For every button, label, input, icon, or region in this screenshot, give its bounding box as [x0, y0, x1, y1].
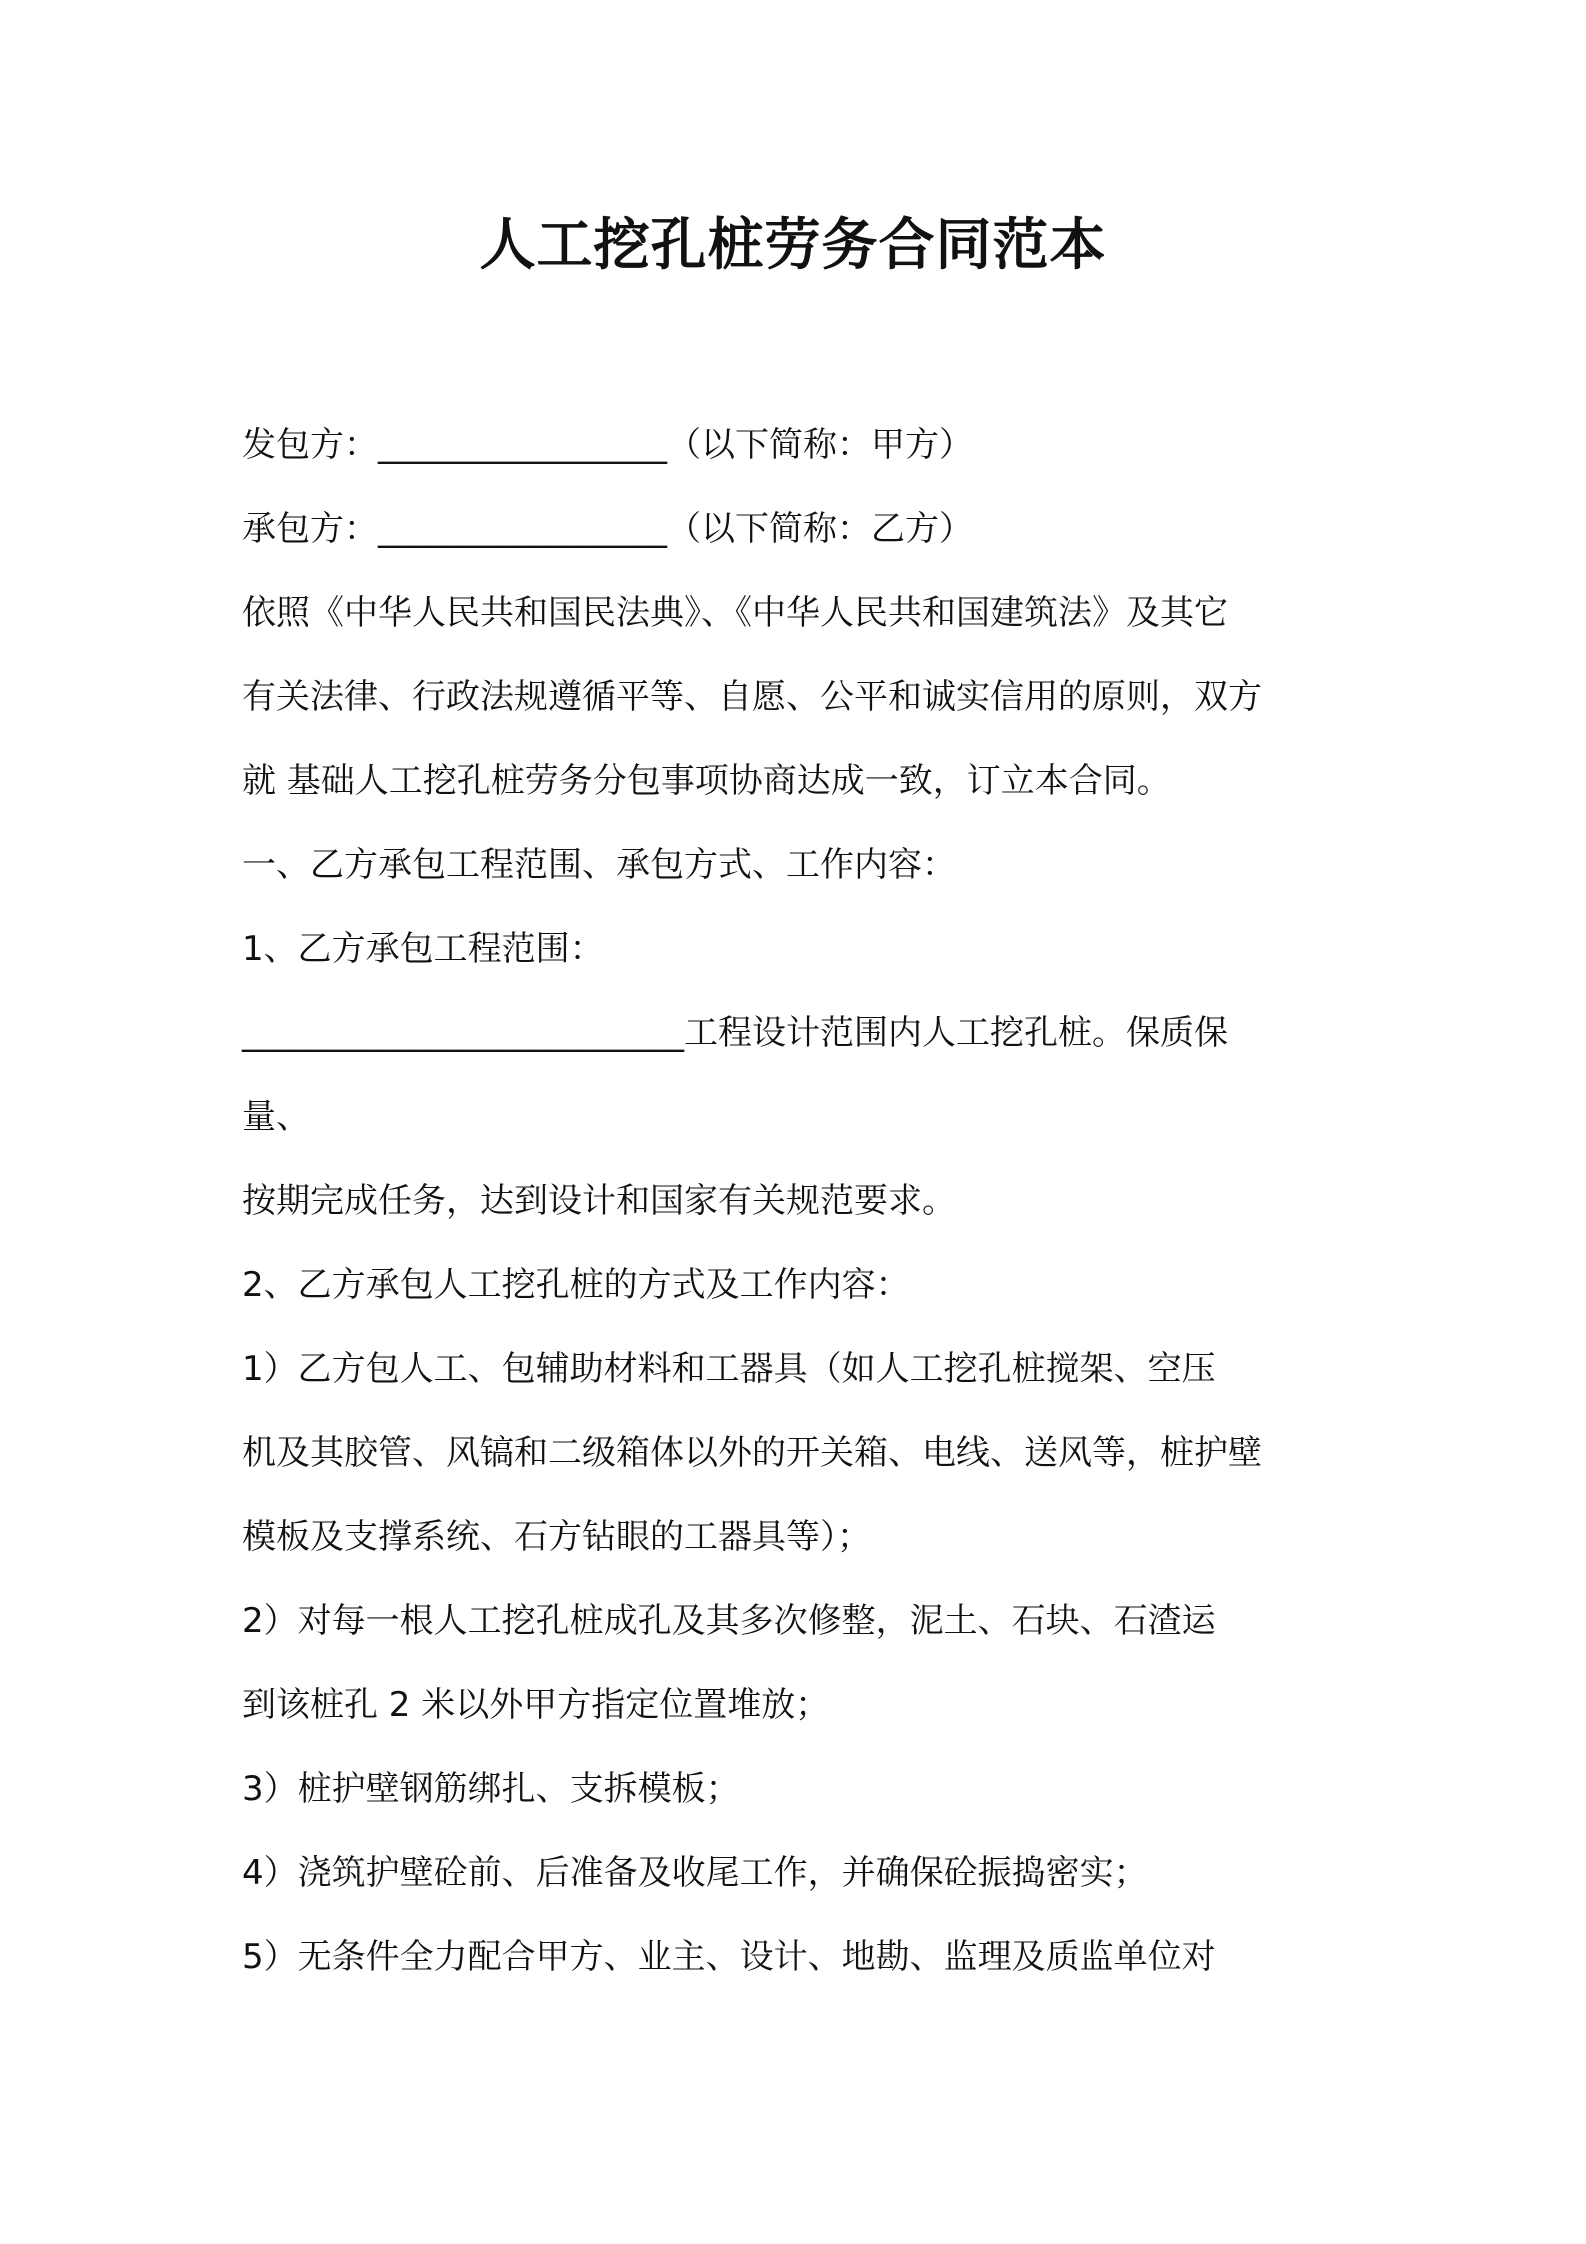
clause-line: 依照《中华人民共和国民法典》、《中华人民共和国建筑法》及其它 — [242, 593, 1228, 633]
clause-line: 发包方：_________________（以下简称：甲方） — [242, 425, 973, 465]
clause-line: __________________________工程设计范围内人工挖孔桩。保质保 — [242, 1013, 1228, 1053]
clause-line: 2、乙方承包人工挖孔桩的方式及工作内容： — [242, 1265, 910, 1305]
document-body — [242, 403, 1362, 1999]
clause-line: 模板及支撑系统、石方钻眼的工器具等）； — [242, 1517, 871, 1557]
clause-line: 5）无条件全力配合甲方、业主、设计、地勘、监理及质监单位对 — [242, 1937, 1216, 1977]
clause-line: 4）浇筑护壁砼前、后准备及收尾工作，并确保砼振捣密实； — [242, 1853, 1148, 1893]
clause-line: 2）对每一根人工挖孔桩成孔及其多次修整，泥土、石块、石渣运 — [242, 1601, 1216, 1641]
clause-line: 就 基础人工挖孔桩劳务分包事项协商达成一致，订立本合同。 — [242, 761, 1171, 801]
clause-line: 3）桩护壁钢筋绑扎、支拆模板； — [242, 1769, 740, 1809]
clause-line: 1）乙方包人工、包辅助材料和工器具（如人工挖孔桩搅架、空压 — [242, 1349, 1216, 1389]
clause-line: 承包方：_________________（以下简称：乙方） — [242, 509, 973, 549]
document-title: 人工挖孔桩劳务合同范本 — [479, 213, 1107, 278]
clause-line: 有关法律、行政法规遵循平等、自愿、公平和诚实信用的原则，双方 — [242, 677, 1262, 717]
clause-line: 按期完成任务，达到设计和国家有关规范要求。 — [242, 1181, 956, 1221]
clause-line: 1、乙方承包工程范围： — [242, 929, 604, 969]
section-heading: 一、乙方承包工程范围、承包方式、工作内容： — [242, 845, 956, 885]
clause-line: 到该桩孔 2 米以外甲方指定位置堆放； — [242, 1685, 830, 1725]
clause-line: 量、 — [242, 1097, 310, 1137]
clause-line: 机及其胶管、风镐和二级箱体以外的开关箱、电线、送风等，桩护壁 — [242, 1433, 1262, 1473]
